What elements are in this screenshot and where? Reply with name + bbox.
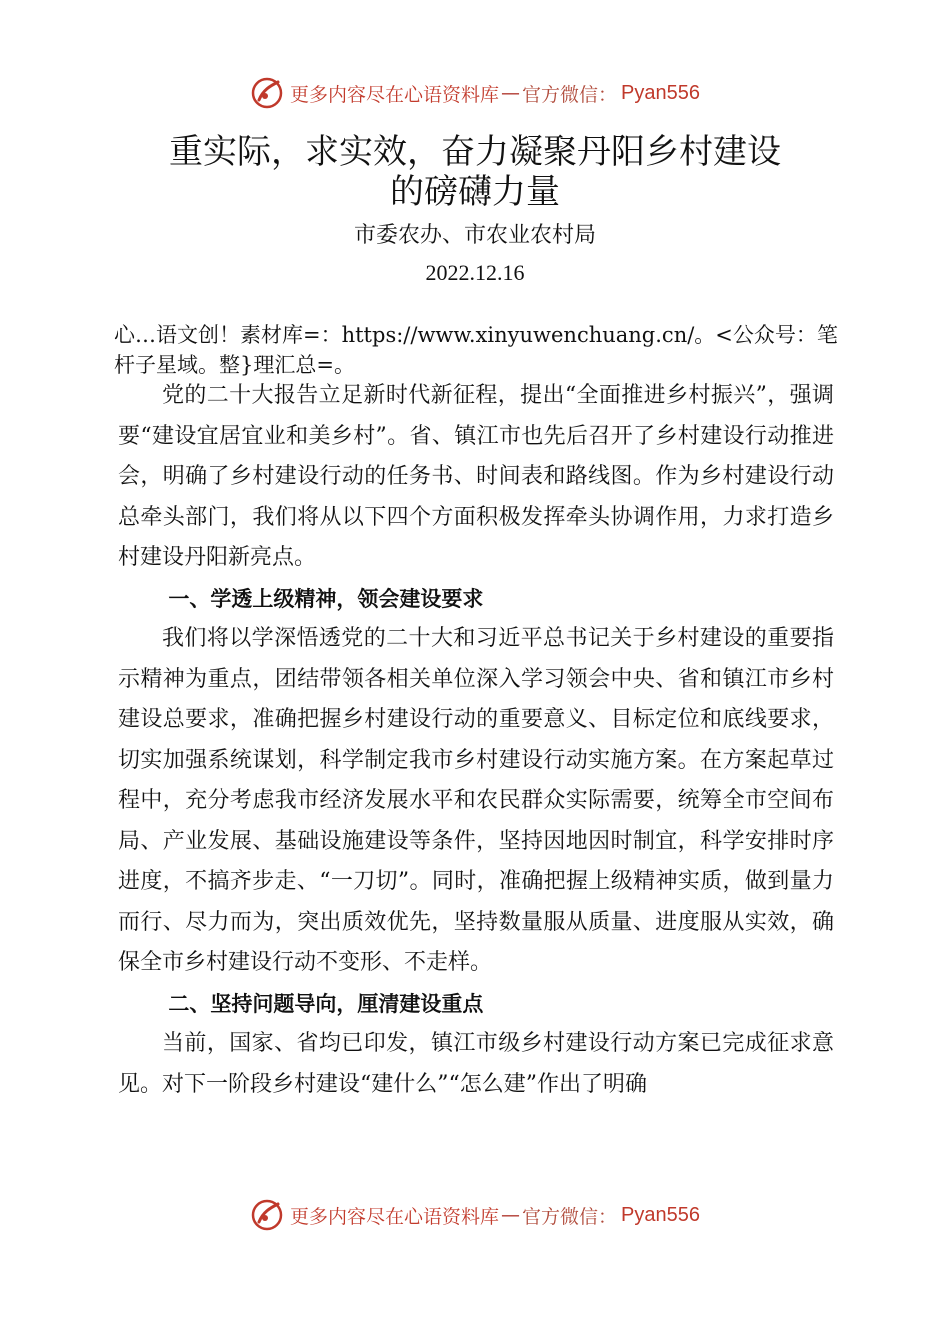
source-note: 心…语文创！素材库=：https://www.xinyuwenchuang.cn/。<公众号：笔杆子星域。整}理汇总=。 [114, 323, 838, 377]
banner-subtext: 官方微信： [522, 1205, 618, 1228]
title-line-1: 重实际，求实效，奋力凝聚丹阳乡村建设 [169, 132, 781, 172]
banner-subtext: 官方微信： [522, 83, 618, 106]
document-title [0, 132, 950, 212]
paragraph-2: 当前，国家、省均已印发，镇江市级乡村建设行动方案已完成征求意见。对下一阶段乡村建设“建什么”“怎么建”作出了明确 [118, 1031, 834, 1097]
section-heading-2: 二、坚持问题导向，厘清建设重点 [168, 991, 484, 1016]
footer-banner [0, 1195, 950, 1235]
banner-wechat-id: Pyan556 [621, 1203, 700, 1226]
seal-logo-icon [250, 1198, 284, 1232]
title-line-2: 的磅礴力量 [390, 172, 560, 212]
document-body [118, 376, 834, 1105]
document-author: 市委农办、市农业农村局 [353, 223, 596, 248]
seal-logo-icon [250, 76, 284, 110]
section-heading-1: 一、学透上级精神，领会建设要求 [168, 586, 484, 611]
banner-text: 更多内容尽在心语资料库 [290, 83, 500, 106]
banner-dash: — [501, 1204, 521, 1226]
paragraph-1: 我们将以学深悟透党的二十大和习近平总书记关于乡村建设的重要指示精神为重点，团结带领各相关单位深入学习领会中央、省和镇江市乡村建设总要求，准确把握乡村建设行动的重要意义、目标定位和底线要求，切实加强系统谋划，科学制定我市乡村建设行动实施方案。在方案起草过程中，充分考虑我市经济发展水平和农民群众实际需要，统筹全市空间布局、产业发展、基础设施建设等条件，坚持因地因时制宜，科学安排时序进度，不搞齐步走、“一刀切”。同时，准确把握上级精神实质，做到量力而行、尽力而为，突出质效优先，坚持数量服从质量、进度服从实效，确保全市乡村建设行动不变形、不走样。 [118, 626, 834, 975]
document-date: 2022.12.16 [425, 260, 525, 285]
header-banner [0, 73, 950, 113]
paragraph-intro: 党的二十大报告立足新时代新征程，提出“全面推进乡村振兴”，强调要“建设宜居宜业和美乡村”。省、镇江市也先后召开了乡村建设行动推进会，明确了乡村建设行动的任务书、时间表和路线图。作为乡村建设行动总牵头部门，我们将从以下四个方面积极发挥牵头协调作用，力求打造乡村建设丹阳新亮点。 [118, 383, 834, 570]
banner-wechat-id: Pyan556 [621, 81, 700, 104]
banner-dash: — [501, 82, 521, 104]
banner-text: 更多内容尽在心语资料库 [290, 1205, 500, 1228]
